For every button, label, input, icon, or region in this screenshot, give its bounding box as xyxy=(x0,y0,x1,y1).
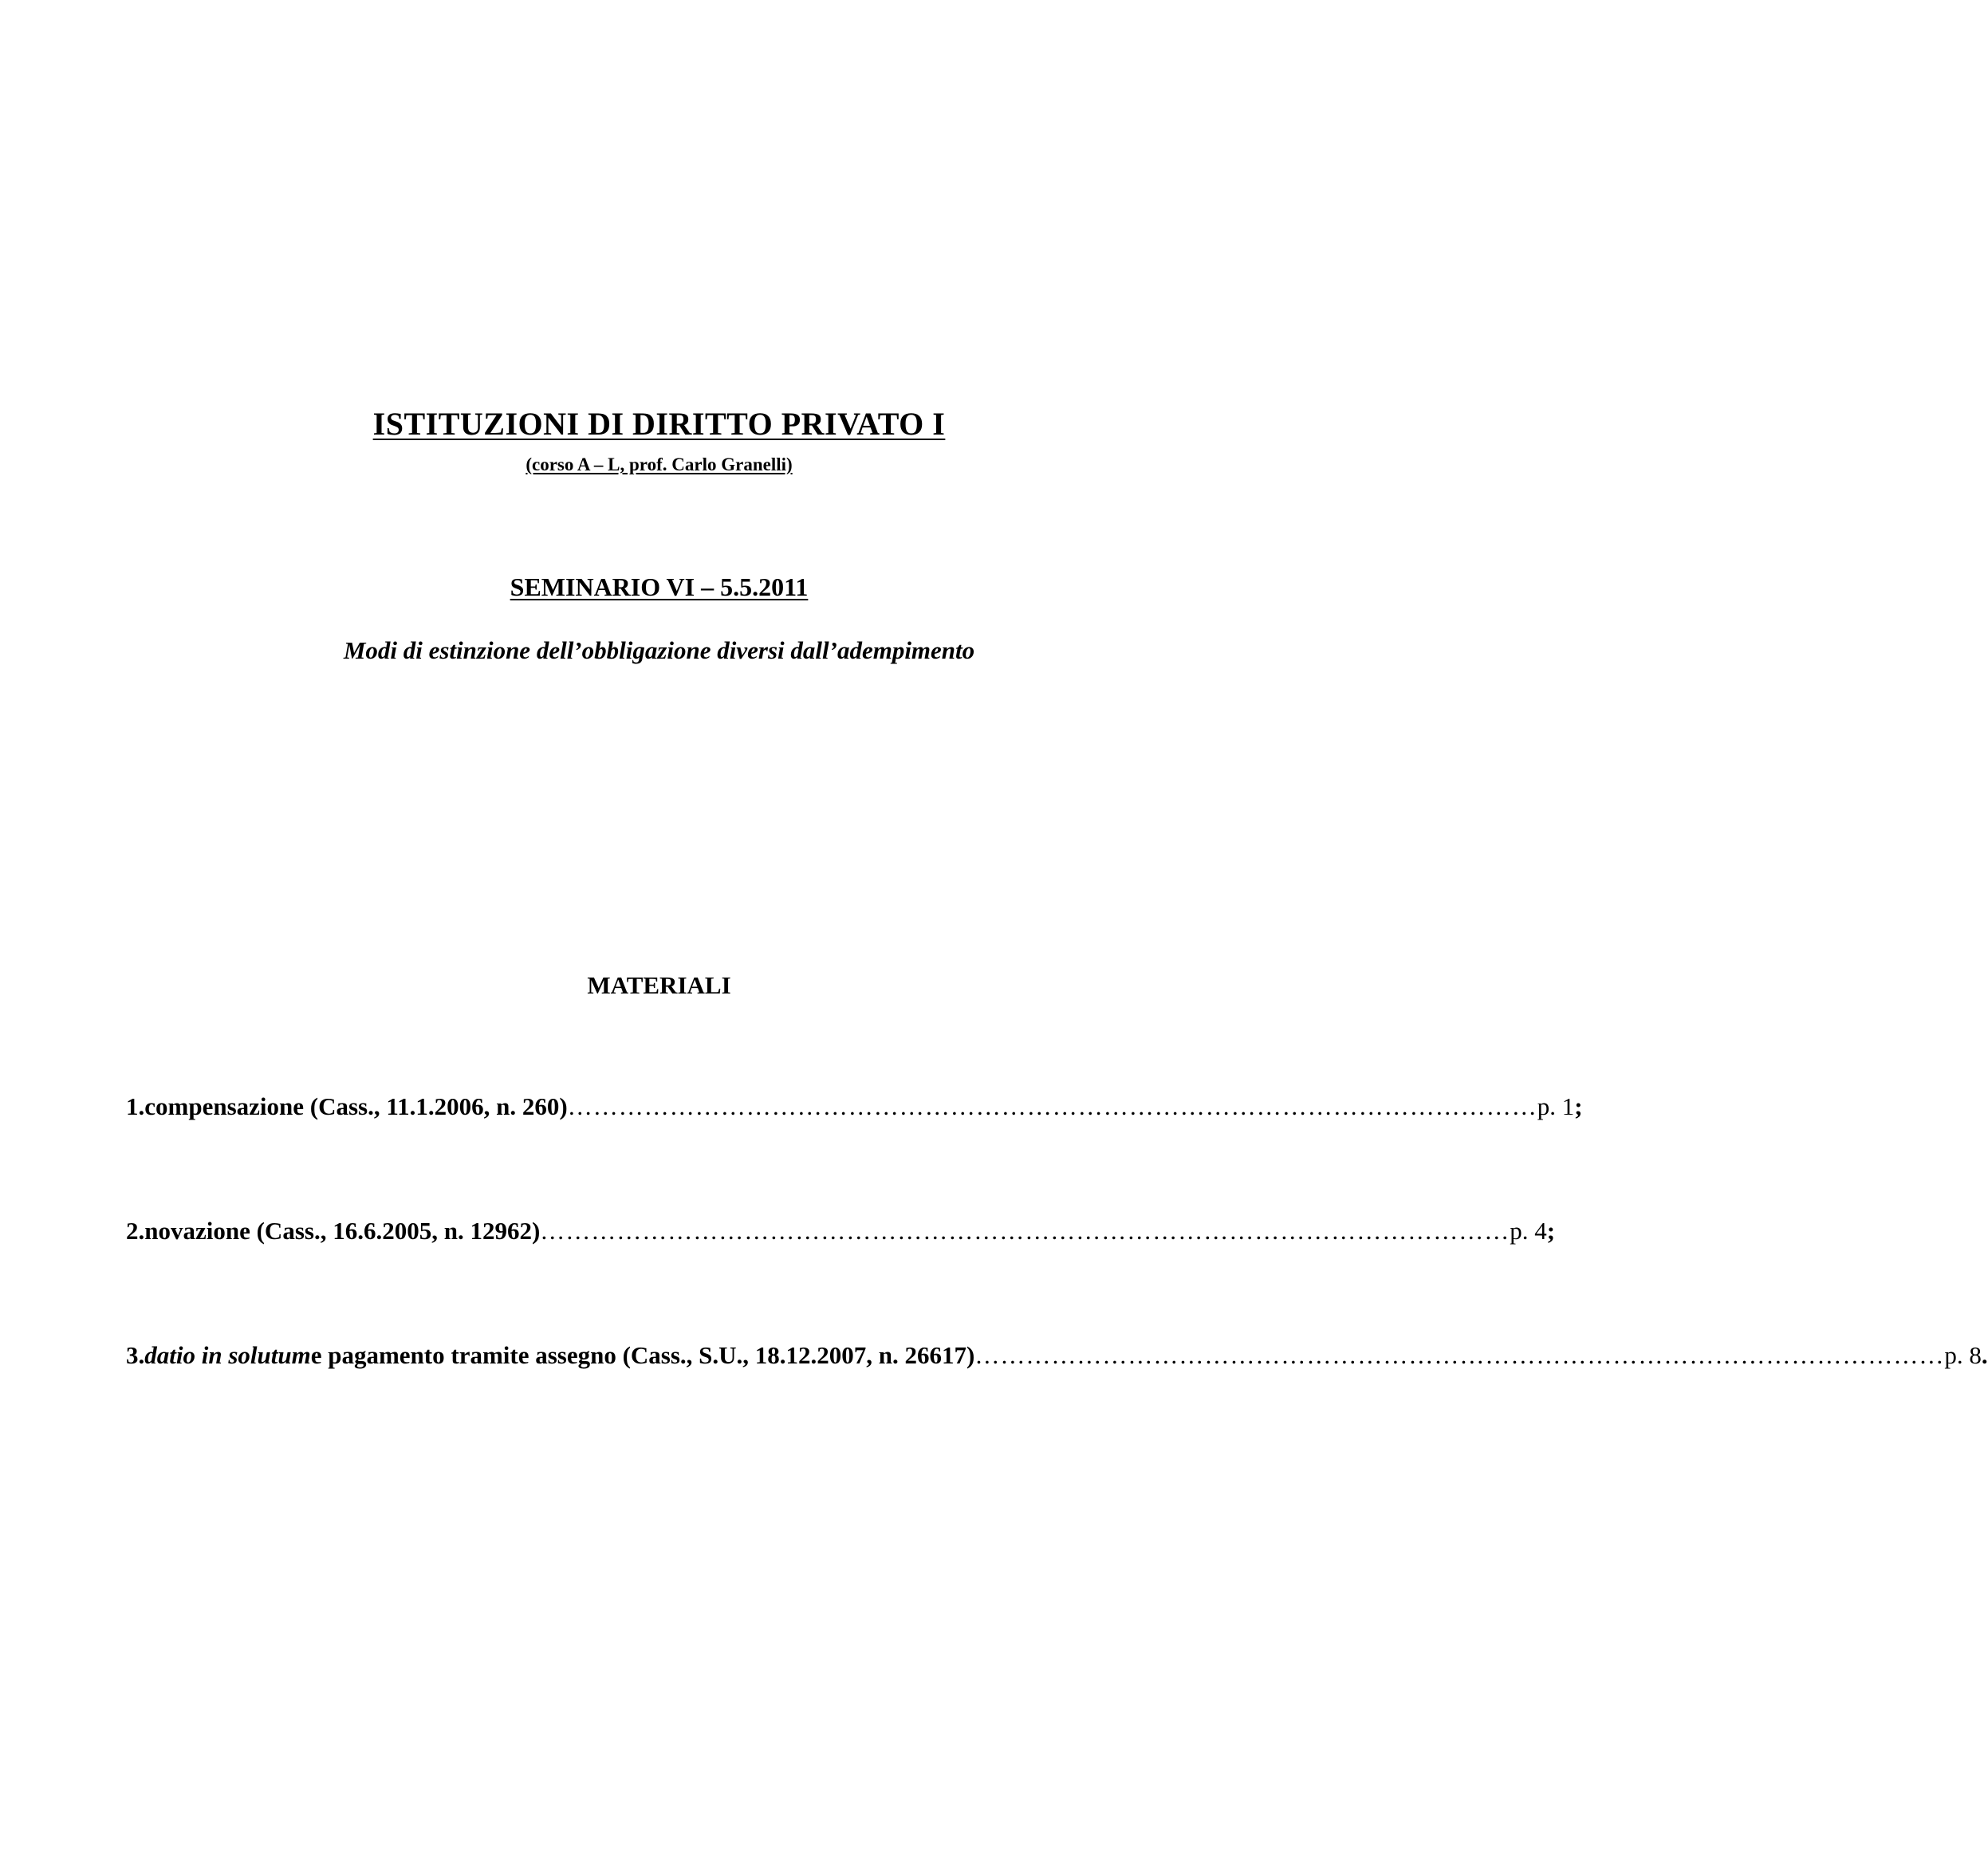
toc-page-ref: p. 1 xyxy=(1537,1092,1575,1120)
toc-entry xyxy=(126,1092,1583,1124)
toc-end-punct: ; xyxy=(1546,1217,1556,1245)
course-subtitle: (corso A – L, prof. Carlo Granelli) xyxy=(526,454,793,474)
toc-entry-text: compensazione (Cass., 11.1.2006, n. 260) xyxy=(144,1092,568,1120)
toc-page-ref: p. 8 xyxy=(1944,1341,1982,1369)
materials-heading: MATERIALI xyxy=(587,971,731,999)
seminar-title: SEMINARIO VI – 5.5.2011 xyxy=(510,572,809,601)
toc-entry xyxy=(126,1341,1988,1373)
toc-end-punct: ; xyxy=(1574,1092,1583,1120)
toc-entry-number: 1. xyxy=(126,1092,145,1120)
toc-entry-text: novazione (Cass., 16.6.2005, n. 12962) xyxy=(144,1217,541,1245)
seminar-topic: Modi di estinzione dell’obbligazione diversi dall’adempimento xyxy=(343,636,975,664)
toc-dot-leader: …………………………………………………………………………………………………… xyxy=(567,1092,1537,1120)
course-title: ISTITUZIONI DI DIRITTO PRIVATO I xyxy=(372,406,946,442)
toc-entry-number: 2. xyxy=(126,1217,145,1245)
toc-entry xyxy=(126,1217,1556,1249)
toc-entry-text: e pagamento tramite assegno (Cass., S.U., 18.12.2007, n. 26617) xyxy=(310,1341,975,1369)
toc-entry-number: 3. xyxy=(126,1341,145,1369)
toc-dot-leader: …………………………………………………………………………………………………… xyxy=(974,1341,1945,1369)
toc-end-punct: . xyxy=(1981,1341,1988,1369)
toc-entry-text-italic: datio in solutum xyxy=(144,1341,311,1369)
toc-page-ref: p. 4 xyxy=(1510,1217,1547,1245)
toc-dot-leader: …………………………………………………………………………………………………… xyxy=(540,1217,1510,1245)
